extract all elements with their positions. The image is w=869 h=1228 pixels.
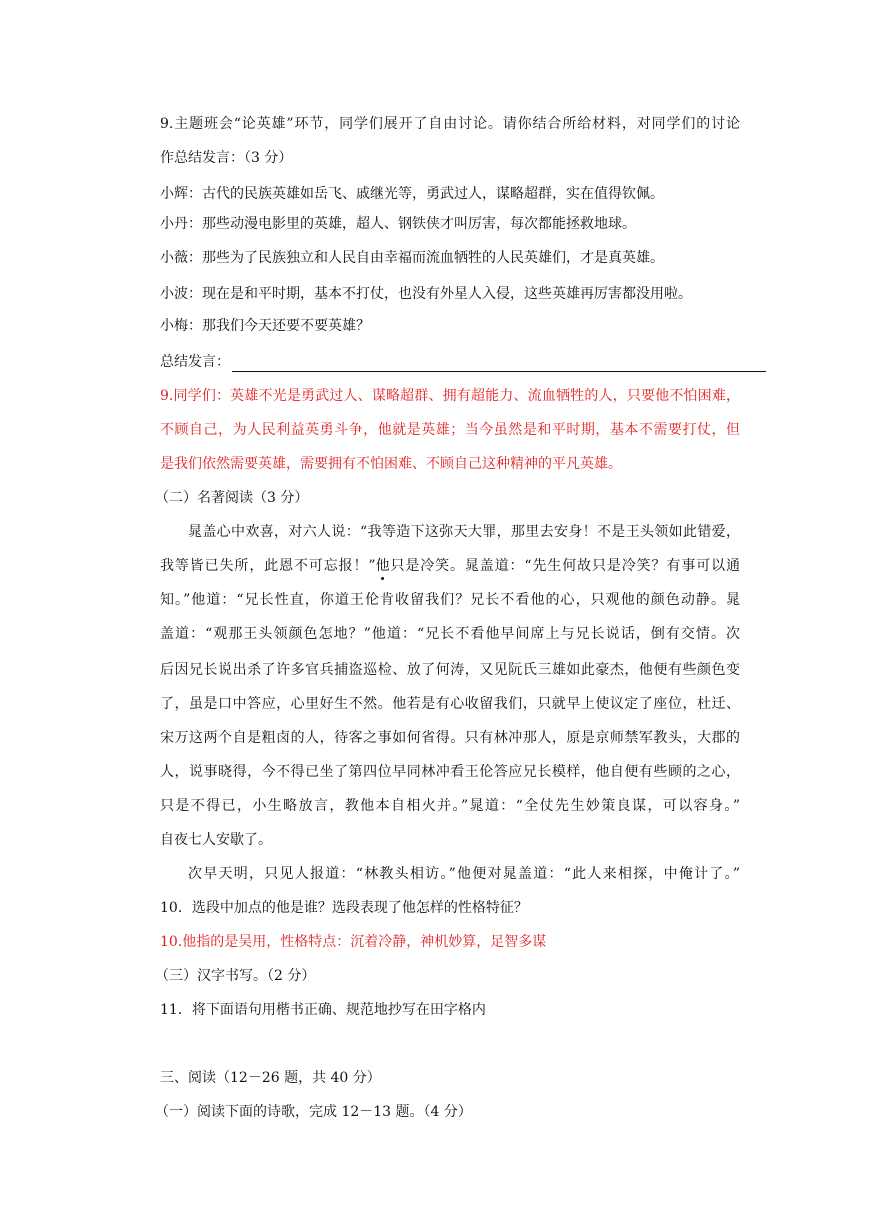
- q9-answer-line3: 是我们依然需要英雄，需要拥有不怕困难、不顾自己这种精神的平凡英雄。: [160, 456, 622, 472]
- q9-speaker-xiaomei: 小梅：那我们今天还要不要英雄？: [160, 318, 370, 334]
- section2-heading: （二）名著阅读（3 分）: [155, 490, 309, 506]
- q10-question: 10．选段中加点的他是谁？选段表现了他怎样的性格特征？: [160, 900, 528, 916]
- passage-line-7: 宋万这两个自是粗卤的人，待客之事如何省得。只有林冲那人，原是京师禁军教头，大郡的: [160, 730, 740, 746]
- q9-answer-line1: 9.同学们：英雄不光是勇武过人、谋略超群、拥有超能力、流血牺牲的人，只要他不怕困难，: [160, 388, 740, 404]
- q9-speaker-xiaobo: 小波：现在是和平时期，基本不打仗，也没有外星人入侵，这些英雄再厉害都没用啦。: [160, 286, 692, 302]
- passage-line-2b: 只是冷笑。晁盖道：“先生何故只是冷笑？有事可以通: [389, 558, 740, 574]
- q9-summary-answer-blank[interactable]: [232, 357, 766, 372]
- q9-stem-line1: 9.主题班会“论英雄”环节，同学们展开了自由讨论。请你结合所给材料，对同学们的讨论: [160, 116, 740, 132]
- passage-line-2a: 我等皆已失所，此恩不可忘报！”: [160, 558, 376, 574]
- q9-speaker-xiaohui: 小辉：古代的民族英雄如岳飞、戚继光等，勇武过人，谋略超群，实在值得钦佩。: [160, 186, 664, 202]
- passage-line-2: [160, 556, 740, 576]
- q9-answer-line2: 不顾自己，为人民利益英勇斗争，他就是英雄；当今虽然是和平时期，基本不需要打仗，但: [160, 422, 740, 438]
- passage-line-9: 只是不得已，小生略放言，教他本自相火并。”晁道：“全仗先生妙策良谋，可以容身。”: [160, 798, 740, 814]
- q9-summary-row: [160, 352, 740, 372]
- dotted-he: 他: [375, 558, 390, 574]
- passage-line-11: 次早天明，只见人报道：“林教头相访。”他便对晁盖道：“此人来相探，中俺计了。”: [188, 866, 740, 882]
- part3-sub1: （一）阅读下面的诗歌，完成 12－13 题。（4 分）: [155, 1104, 472, 1120]
- q9-speaker-xiaowei: 小薇：那些为了民族独立和人民自由幸福而流血牺牲的人民英雄们，才是真英雄。: [160, 250, 664, 266]
- part3-heading: 三、阅读（12－26 题，共 40 分）: [160, 1070, 381, 1086]
- passage-line-3: 知。”他道：“兄长性直，你道王伦肯收留我们？兄长不看他的心，只观他的颜色动静。晁: [160, 592, 740, 608]
- q10-answer: 10.他指的是吴用，性格特点：沉着冷静，神机妙算，足智多谋: [160, 934, 547, 950]
- passage-line-10: 自夜七人安歇了。: [160, 832, 272, 848]
- q9-summary-label: 总结发言：: [160, 354, 230, 370]
- passage-line-4: 盖道：“观那王头领颜色怎地？”他道：“兄长不看他早间席上与兄长说话，倒有交情。次: [160, 626, 740, 642]
- section3-heading: （三）汉字书写。（2 分）: [155, 968, 316, 984]
- passage-line-5: 后因兄长说出杀了许多官兵捕盗巡检、放了何涛，又见阮氏三雄如此豪杰，他便有些颜色变: [160, 662, 740, 678]
- q9-stem-line2: 作总结发言：（3 分）: [160, 150, 293, 166]
- passage-line-8: 人，说事晓得，今不得已坐了第四位早同林冲看王伦答应兄长模样，他自便有些顾的之心，: [160, 764, 740, 780]
- q9-speaker-xiaodan: 小丹：那些动漫电影里的英雄，超人、钢铁侠才叫厉害，每次都能拯救地球。: [160, 216, 636, 232]
- passage-line-1: 晁盖心中欢喜，对六人说：“我等造下这弥天大罪，那里去安身！不是王头领如此错爱，: [188, 524, 740, 540]
- passage-line-6: 了，虽是口中答应，心里好生不然。他若是有心收留我们，只就早上使议定了座位，杜迁、: [160, 696, 740, 712]
- q11-question: 11．将下面语句用楷书正确、规范地抄写在田字格内: [160, 1002, 486, 1018]
